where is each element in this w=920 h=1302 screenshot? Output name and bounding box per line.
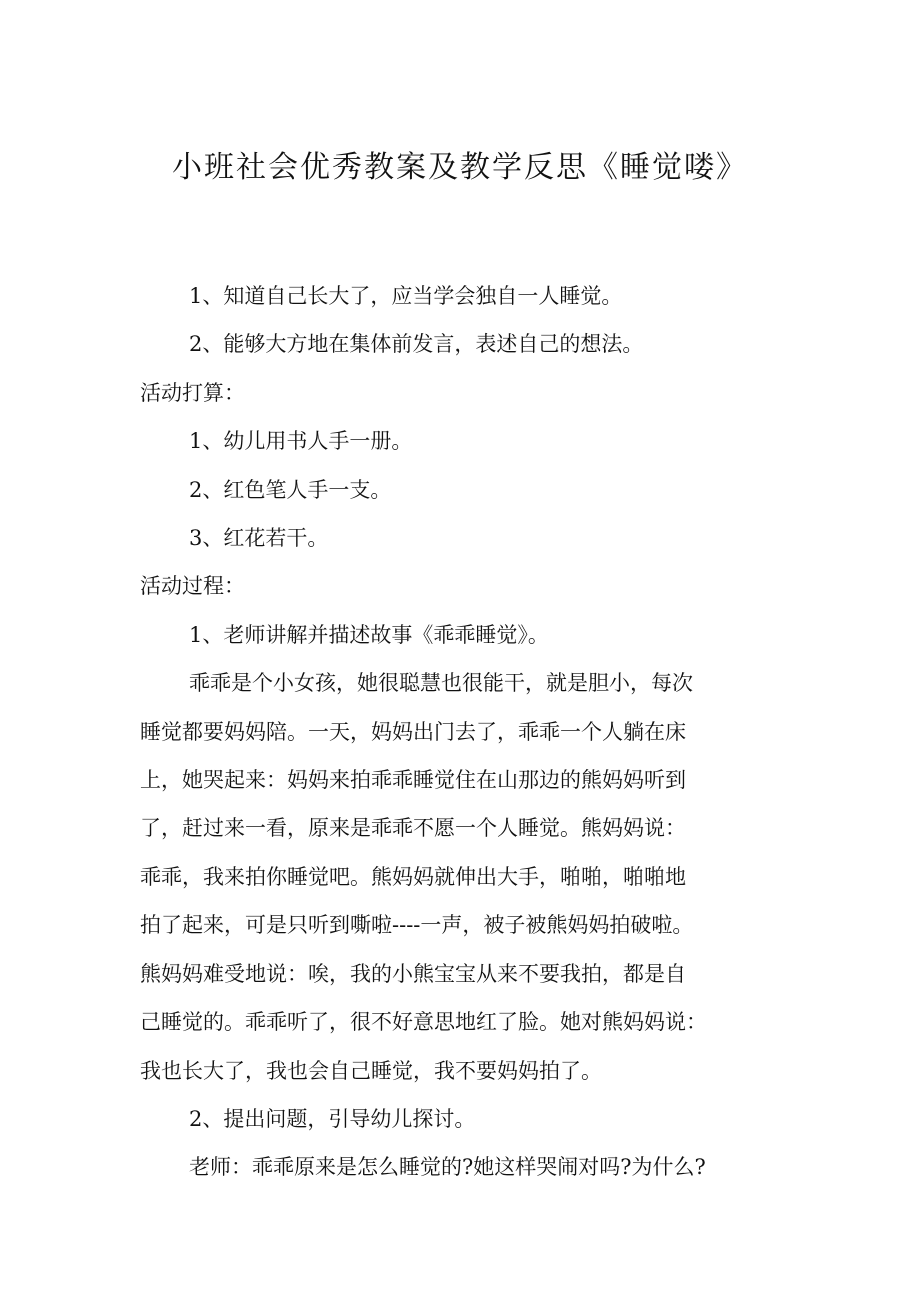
preparation-item-1: 1、幼儿用书人手一册。 <box>189 429 413 454</box>
story-line: 拍了起来，可是只听到嘶啦----一声，被子被熊妈妈拍破啦。 <box>140 913 694 938</box>
story-paragraph <box>140 659 796 1095</box>
preparation-item-2: 2、红色笔人手一支。 <box>189 477 392 502</box>
process-heading: 活动过程： <box>140 574 245 599</box>
goal-item-2: 2、能够大方地在集体前发言，表述自己的想法。 <box>189 332 644 357</box>
story-line: 了，赶过来一看，原来是乖乖不愿一个人睡觉。熊妈妈说： <box>140 816 686 841</box>
document-body <box>140 272 796 1192</box>
story-line: 上，她哭起来：妈妈来拍乖乖睡觉住在山那边的熊妈妈听到 <box>140 768 686 793</box>
story-line: 我也长大了，我也会自己睡觉，我不要妈妈拍了。 <box>140 1058 602 1083</box>
preparation-item-3: 3、红花若干。 <box>189 526 329 551</box>
document-title: 小班社会优秀教案及教学反思《睡觉喽》 <box>172 150 748 185</box>
preparation-heading: 活动打算： <box>140 380 245 405</box>
story-line: 熊妈妈难受地说：唉，我的小熊宝宝从来不要我拍，都是自 <box>140 961 686 986</box>
story-line: 己睡觉的。乖乖听了，很不好意思地红了脸。她对熊妈妈说： <box>140 1010 707 1035</box>
goal-item-1: 1、知道自己长大了，应当学会独自一人睡觉。 <box>189 284 623 308</box>
teacher-question: 老师：乖乖原来是怎么睡觉的?她这样哭闹对吗?为什么? <box>189 1155 706 1180</box>
story-line: 睡觉都要妈妈陪。一天，妈妈出门去了，乖乖一个人躺在床 <box>140 719 686 744</box>
process-step-1: 1、老师讲解并描述故事《乖乖睡觉》。 <box>189 622 549 647</box>
process-step-2: 2、提出问题，引导幼儿探讨。 <box>189 1106 476 1131</box>
story-line: 乖乖是个小女孩，她很聪慧也很能干，就是胆小，每次 <box>189 671 693 696</box>
story-line: 乖乖，我来拍你睡觉吧。熊妈妈就伸出大手，啪啪，啪啪地 <box>140 864 686 889</box>
